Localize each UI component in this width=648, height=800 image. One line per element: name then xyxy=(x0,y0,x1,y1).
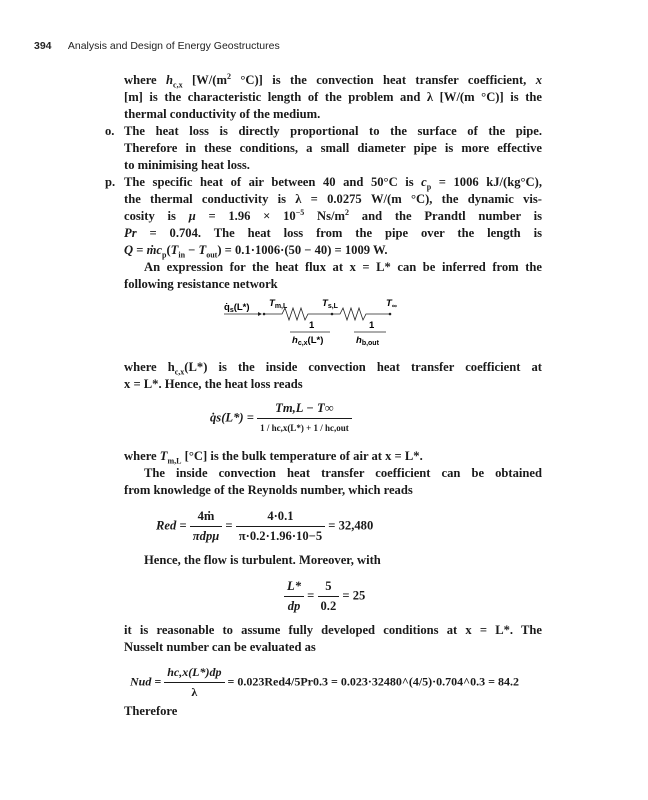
item-o-line: o. The heat loss is directly proportional to the surface of the pipe. xyxy=(105,124,542,138)
para-line: where $h_{c,x}(L*)$ is the inside convection heat transfer coefficient at xyxy=(124,360,543,377)
eq-numerator: hc,x(L*)dp xyxy=(167,665,222,679)
eq-numerator: 4·0.1 xyxy=(236,508,325,527)
eq-numerator: L* xyxy=(287,579,301,593)
reynolds-equation: Red = $\frac{\text{4ṁ}}{\text{πdpμ}}$ = $\frac{4\cdot 0.1}{\pi\cdot 0.2\cdot 1.96\cdot 10-5}$ = 32,480 xyxy=(156,509,374,543)
eq-denominator: dp xyxy=(287,599,301,613)
eq-denominator: π·0.2·1.96·10−5 xyxy=(238,529,323,543)
para-line: [m] is the characteristic length of the problem and λ [W/(m °C)] is the xyxy=(124,90,542,104)
item-p-line: cosity is $\mu = 1.96 \times 10^{-5}$ $Ns/m^2$ and the Prandtl number is xyxy=(124,207,542,223)
resistor1-denominator: $h_{c,x}(L*)$ xyxy=(292,335,324,347)
page-number: 394 xyxy=(34,40,52,52)
item-p-line: $Q = ṁc_p(T_{in} - T_{out}) = 0.1\cdot 1006\cdot(50 - 40) = 1009$ W. xyxy=(124,243,388,260)
para-line: it is reasonable to assume fully developed conditions at x = L*. The xyxy=(124,623,542,637)
eq-numerator: Tm,L − T∞ xyxy=(275,401,334,415)
eq-result: = 25 xyxy=(342,588,366,603)
para-line: Hence, the flow is turbulent. Moreover, with xyxy=(144,553,381,567)
resistor2-numerator: 1 xyxy=(369,320,375,331)
arrow-head xyxy=(258,312,262,316)
node-dot xyxy=(331,313,334,316)
eq-lhs: Red = xyxy=(156,518,187,533)
item-label-p: p. xyxy=(105,175,116,189)
para-line: where $T_{m,L}$ [°C] is the bulk temperature of air at x = L*. xyxy=(124,449,423,466)
para-line: The inside convection heat transfer coefficient can be obtained xyxy=(144,466,542,480)
eq-denominator: 0.2 xyxy=(320,599,337,613)
nusselt-equation xyxy=(130,664,519,701)
node-tml-label: $T_{m,L}$ xyxy=(269,298,288,310)
item-p-line: Pr = 0.704. The heat loss from the pipe over the length is xyxy=(124,226,542,240)
page-body xyxy=(105,0,543,800)
item-p-line: p. The specific heat of air between 40 and 50°C is $c_p = 1006$ kJ/(kg°C), xyxy=(105,175,542,192)
node-dot xyxy=(263,313,266,316)
resistor1-numerator: 1 xyxy=(309,320,315,331)
heat-loss-equation: q̇s(L*) = $\frac{Tm,L - T\infty}{\text{1 / hc,x(L*) + 1 / hc,out}}$ xyxy=(210,400,352,437)
length-ratio-equation: $\frac{L*}{dp}$ = $\frac{5}{0.2}$ = 25 xyxy=(284,578,365,615)
para-line: thermal conductivity of the medium. xyxy=(124,107,321,121)
item-o-line: to minimising heat loss. xyxy=(124,158,250,172)
eq-denominator-1: 1 / hc,x(L*) xyxy=(260,423,304,433)
heat-flux-label: $q̇_s(L*)$ xyxy=(224,302,250,314)
eq-lhs: q̇s(L*) = xyxy=(210,410,254,425)
para-line: x = L*. Hence, the heat loss reads xyxy=(124,377,303,391)
item-p-line: the thermal conductivity is λ = 0.0275 W/(m °C), the dynamic vis- xyxy=(124,192,542,206)
resistor2-denominator: $h_{b,out}$ xyxy=(356,335,379,347)
node-tinf-label: $T_\infty$ xyxy=(386,298,397,310)
node-tsl-label: $T_{s,L}$ xyxy=(322,298,338,310)
node-dot xyxy=(389,313,392,316)
eq-result: = 32,480 xyxy=(328,518,374,533)
item-o-line: Therefore in these conditions, a small diameter pipe is more effective xyxy=(124,141,542,155)
para-line: following resistance network xyxy=(124,277,278,291)
resistance-network-diagram xyxy=(224,296,404,356)
running-title: Analysis and Design of Energy Geostructures xyxy=(67,40,280,52)
para-line: An expression for the heat flux at x = L* can be inferred from the xyxy=(144,260,542,274)
para-line: from knowledge of the Reynolds number, which reads xyxy=(124,483,413,497)
eq-denominator-2: 1 / hc,out xyxy=(313,423,349,433)
eq-lhs: Nud = xyxy=(130,674,162,689)
eq-rhs: = 0.023Red4/5Pr0.3 = 0.023·32480^(4/5)·0.704^0.3 = 84.2 xyxy=(227,674,519,689)
eq-numerator: 5 xyxy=(318,578,340,597)
item-label-o: o. xyxy=(105,124,115,138)
eq-numerator: 4ṁ xyxy=(190,508,222,527)
para-line: Therefore xyxy=(124,704,178,718)
eq-denominator: λ xyxy=(191,685,198,699)
para-line: where $h_{c,x}$ [$W/(m^2$ °C)] is the convection heat transfer coefficient, x xyxy=(124,71,542,90)
para-line: Nusselt number can be evaluated as xyxy=(124,640,316,654)
eq-denominator: πdpμ xyxy=(192,529,220,543)
